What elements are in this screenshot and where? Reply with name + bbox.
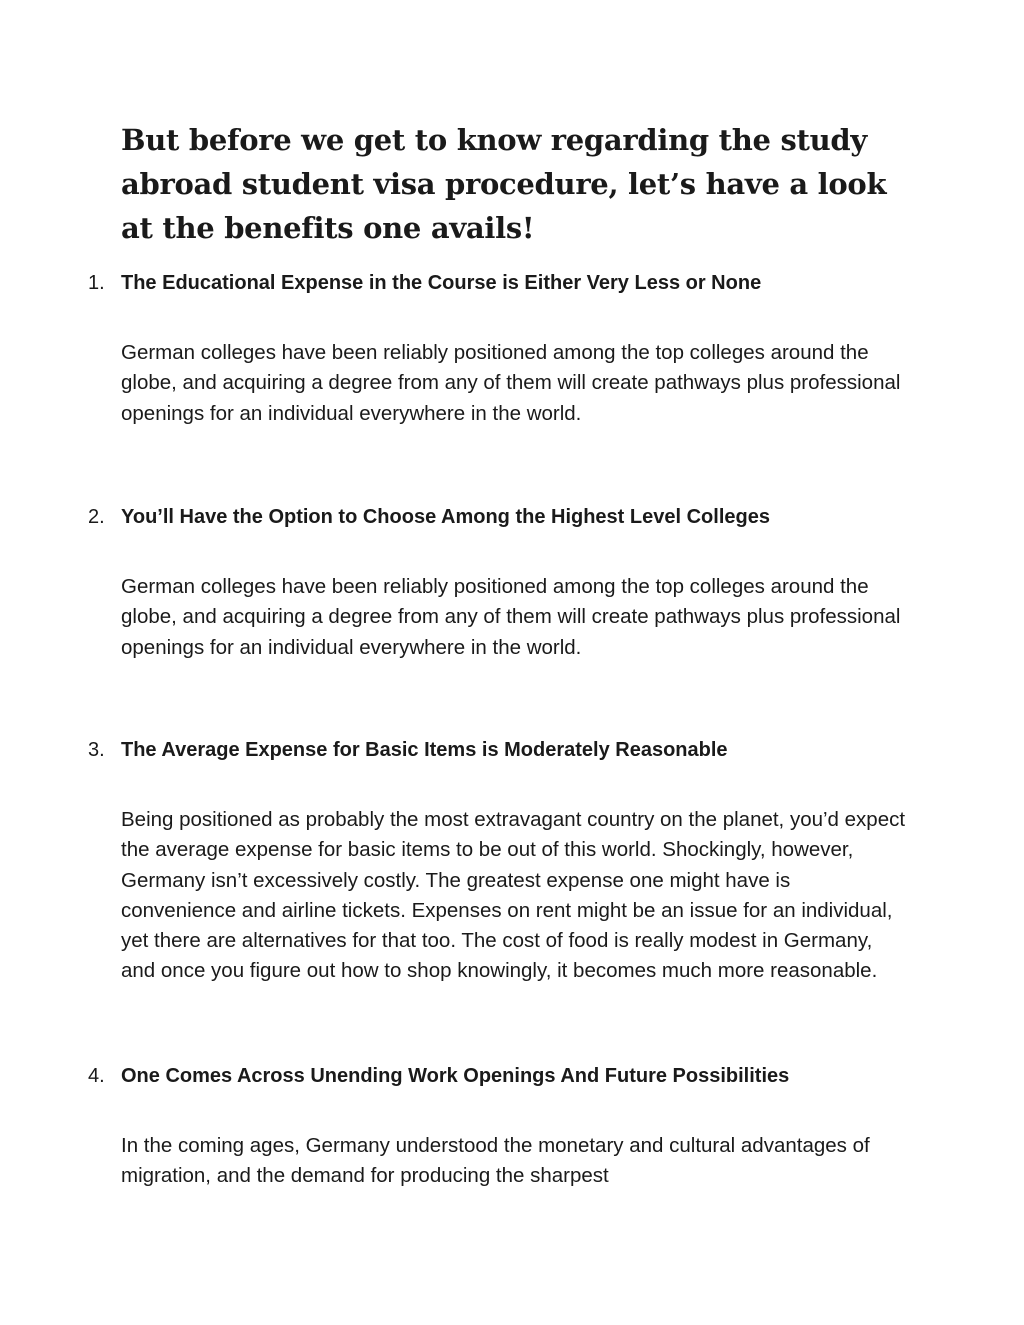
benefit-title: The Educational Expense in the Course is Either Very Less or None	[121, 272, 762, 294]
benefit-number: 4.	[88, 1065, 105, 1087]
benefit-number: 1.	[88, 272, 105, 294]
benefit-body: Being positioned as probably the most extravagant country on the planet, you’d expect the average expense for basic items to be out of this world. Shockingly, however, Germany isn’t excessively costly. The greatest expense one might have is convenience and airline tickets. Expenses on rent might be an issue for an individual, yet there are alternatives for that too. The cost of food is really modest in Germany, and once you figure out how to shop knowingly, it becomes much more reasonable.	[121, 808, 906, 983]
benefit-body: In the coming ages, Germany understood the monetary and cultural advantages of migration, and the demand for producing the sharpest	[121, 1134, 870, 1188]
benefit-title: The Average Expense for Basic Items is Moderately Reasonable	[121, 739, 728, 761]
benefit-body: German colleges have been reliably positioned among the top colleges around the globe, and acquiring a degree from any of them will create pathways plus professional openings for an individual everywhere in the world.	[121, 341, 901, 425]
benefit-number: 2.	[88, 506, 105, 528]
benefit-body: German colleges have been reliably positioned among the top colleges around the globe, and acquiring a degree from any of them will create pathways plus professional openings for an individual everywhere in the world.	[121, 575, 901, 659]
benefit-title: You’ll Have the Option to Choose Among the Highest Level Colleges	[121, 506, 770, 528]
benefit-number: 3.	[88, 739, 105, 761]
intro-heading: But before we get to know regarding the study abroad student visa procedure, let’s have a look at the benefits one avails!	[121, 123, 887, 245]
benefit-title: One Comes Across Unending Work Openings And Future Possibilities	[121, 1065, 790, 1087]
